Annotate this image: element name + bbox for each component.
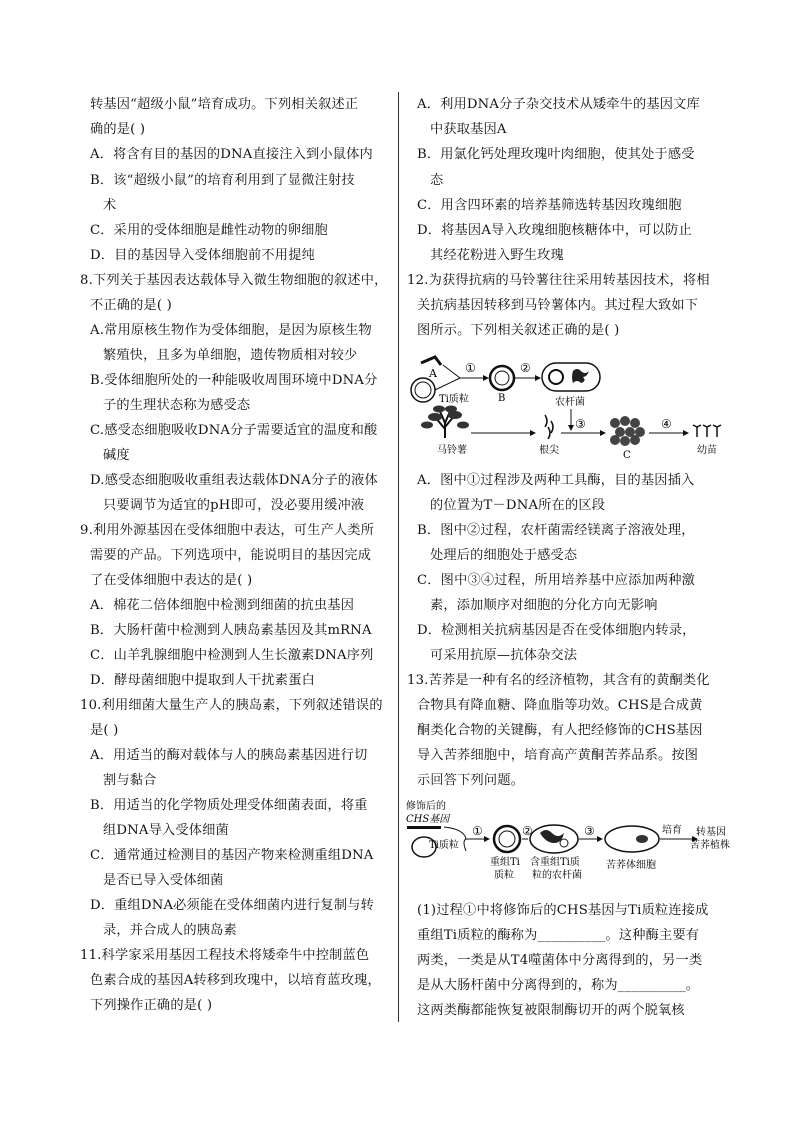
q12-option-c-cont: 素，添加顺序对细胞的分化方向无影响: [430, 598, 658, 613]
label-chs-gene: CHS基因: [406, 814, 450, 825]
q9-option-d: D．酵母菌细胞中提取到人干扰素蛋白: [90, 673, 315, 688]
q7-option-b: B．该“超级小鼠”的培育利用到了显微注射技: [90, 173, 355, 188]
q12-stem-cont: 图所示。下列相关叙述正确的是( ): [417, 323, 620, 338]
label-A: A: [429, 367, 437, 380]
q12-option-b: B．图中②过程，农杆菌需经镁离子溶液处理，: [417, 523, 695, 538]
q13-stem-cont: 酮类化合物的关键酶，有人把经修饰的CHS基因: [417, 723, 703, 738]
q13-part1-cont: 是从大肠杆菌中分离得到的，称为__________。: [417, 978, 700, 993]
step-3: ③: [584, 824, 595, 838]
step-3: ③: [575, 417, 586, 431]
q11-option-d-cont: 其经花粉进入野生玫瑰: [430, 248, 564, 263]
q12-option-a: A．图中①过程涉及两种工具酶，目的基因插入: [417, 473, 695, 488]
q8-option-a-cont: 繁殖快，且多为单细胞，遗传物质相对较少: [103, 348, 358, 363]
arrow-1-icon: [484, 836, 490, 842]
q12-option-b-cont: 处理后的细胞处于感受态: [430, 548, 578, 563]
q8-option-b-cont: 子的生理状态称为感受态: [103, 398, 251, 413]
q11-stem-cont: 色素合成的基因A转移到玫瑰中，以培育蓝玫瑰，: [90, 973, 381, 988]
root-tip-icon: [545, 415, 553, 439]
q11-option-b: B．用氯化钙处理玫瑰叶肉细胞，使其处于感受: [417, 147, 695, 162]
q10-option-d: D．重组DNA必须能在受体细菌内进行复制与转: [90, 898, 374, 913]
q7-option-a: A．将含有目的基因的DNA直接注入到小鼠体内: [90, 147, 373, 162]
q13-part1-cont: 重组Ti质粒的酶称为__________。这种酶主要有: [417, 928, 700, 943]
q11-stem-cont: 下列操作正确的是( ): [90, 998, 213, 1013]
label-agro-2: 粒的农杆菌: [532, 870, 582, 881]
q7-stem-line: 转基因“超级小鼠”培育成功。下列相关叙述正: [90, 97, 359, 112]
potato-process-diagram: [405, 343, 725, 462]
buckwheat-cell-icon: [605, 826, 659, 852]
label-transgenic-2: 苦荞植株: [690, 840, 730, 851]
label-cell: 苦荞体细胞: [606, 860, 656, 871]
q11-option-d: D．将基因A导入玫瑰细胞核糖体中，可以防止: [417, 223, 692, 238]
label-root-tip: 根尖: [539, 445, 559, 456]
q7-stem-line: 确的是( ): [90, 122, 146, 137]
q12-stem-cont: 关抗病基因转移到马铃薯体内。其过程大致如下: [417, 298, 699, 313]
label-potato: 马铃薯: [437, 445, 467, 456]
label-seedling: 幼苗: [697, 445, 717, 456]
q13-stem-cont: 示回答下列问题。: [417, 773, 525, 788]
q10-option-a-cont: 割与黏合: [103, 773, 157, 788]
potato-process-svg: [405, 343, 725, 461]
bacterial-dna-icon: [572, 369, 589, 383]
step-1: ①: [472, 824, 483, 838]
q10-stem: 10.利用细菌大量生产人的胰岛素，下列叙述错误的: [80, 698, 383, 713]
arrow-3-icon: [600, 430, 606, 436]
q11-stem: 11.科学家采用基因工程技术将矮牵牛中控制蓝色: [80, 948, 370, 963]
q10-option-c-cont: 是否已导入受体细菌: [103, 873, 224, 888]
agrobacterium-icon: [542, 363, 600, 391]
chs-process-diagram: [404, 797, 730, 896]
q8-option-c: C.感受态细胞吸收DNA分子需要适宜的温度和酸: [90, 423, 378, 438]
step-1: ①: [465, 361, 476, 375]
q13-stem-cont: 合物具有降血糖、降血脂等功效。CHS是合成黄: [417, 698, 703, 713]
arrow-down-icon: [568, 425, 574, 431]
label-modified: 修饰后的: [406, 801, 446, 812]
label-agro-1: 含重组Ti质: [530, 857, 580, 868]
step-4: ④: [661, 417, 672, 431]
q9-option-b: B．大肠杆菌中检测到人胰岛素基因及其mRNA: [90, 623, 372, 638]
arrow-1-icon: [483, 375, 489, 381]
arrow-4-icon: [683, 430, 689, 436]
label-agrobacterium: 农杆菌: [555, 397, 585, 408]
label-ti: Ti质粒: [429, 840, 459, 851]
q13-part1-cont: 两类，一类是从T4噬菌体中分离得到的，另一类: [417, 953, 703, 968]
recombinant-ti-icon: [494, 826, 520, 852]
chs-process-svg: [404, 797, 730, 892]
label-C: C: [623, 450, 631, 461]
q9-option-a: A．棉花二倍体细胞中检测到细菌的抗虫基因: [90, 598, 355, 613]
label-recombinant-1: 重组Ti: [490, 857, 520, 868]
q13-part1-cont: 这两类酶都能恢复被限制酶切开的两个脱氧核: [417, 1003, 685, 1018]
q11-option-b-cont: 态: [430, 173, 444, 188]
q7-option-b-cont: 术: [103, 198, 117, 213]
q11-option-c: C．用含四环素的培养基筛选转基因玫瑰细胞: [417, 198, 682, 213]
q10-option-b-cont: 组DNA导入受体细菌: [103, 823, 229, 838]
q7-option-c: C．采用的受体细胞是雌性动物的卵细胞: [90, 223, 328, 238]
q9-stem-cont: 需要的产品。下列选项中，能说明目的基因完成: [90, 548, 372, 563]
q8-option-b: B.受体细胞所处的一种能吸收周围环境中DNA分: [90, 373, 378, 388]
q9-stem: 9.利用外源基因在受体细胞中表达，可生产人类所: [80, 523, 375, 538]
column-divider: [398, 92, 399, 1022]
q9-stem-cont: 了在受体细胞中表达的是( ): [90, 573, 253, 588]
label-B: B: [498, 393, 506, 404]
q7-option-d: D．目的基因导入受体细胞前不用提纯: [90, 248, 315, 263]
q12-option-c: C．图中③④过程，所用培养基中应添加两种激: [417, 573, 696, 588]
q8-stem: 8.下列关于基因表达载体导入微生物细胞的叙述中，: [80, 273, 388, 288]
q12-option-d: D．检测相关抗病基因是否在受体细胞内转录，: [417, 623, 696, 638]
step-2: ②: [520, 361, 531, 375]
label-cultivate: 培育: [662, 825, 682, 836]
q10-option-c: C．通常通过检测目的基因产物来检测重组DNA: [90, 848, 374, 863]
q11-option-a: A．利用DNA分子杂交技术从矮牵牛的基因文库: [417, 97, 700, 112]
q8-option-d: D.感受态细胞吸收重组表达载体DNA分子的液体: [90, 473, 378, 488]
q10-option-a: A．用适当的酶对载体与人的胰岛素基因进行切: [90, 748, 368, 763]
q12-option-d-cont: 可采用抗原—抗体杂交法: [430, 648, 578, 663]
q13-stem-cont: 导入苦荞细胞中，培育高产黄酮苦荞品系。按图: [417, 748, 699, 763]
callus-icon: [610, 416, 645, 446]
q8-stem-cont: 不正确的是( ): [90, 298, 173, 313]
label-recombinant-2: 质粒: [494, 870, 514, 881]
label-transgenic-1: 转基因: [696, 827, 726, 838]
q13-stem: 13.苦荞是一种有名的经济植物，其含有的黄酮类化: [407, 673, 710, 688]
arrow-2-icon: [535, 375, 541, 381]
label-ti-plasmid: Ti质粒: [439, 394, 469, 405]
q12-option-a-cont: 的位置为T－DNA所在的区段: [430, 498, 606, 513]
q10-option-d-cont: 录，并合成人的胰岛素: [103, 923, 237, 938]
arrow-3-icon: [597, 836, 603, 842]
q8-option-d-cont: 只要调节为适宜的pH即可，没必要用缓冲液: [103, 498, 365, 513]
q13-part1: (1)过程①中将修饰后的CHS基因与Ti质粒连接成: [417, 903, 709, 918]
gene-fragment-icon: [421, 357, 441, 365]
arrow-potato-icon: [530, 430, 536, 436]
recombinant-plasmid-icon: [490, 366, 514, 390]
seedling-icon: [693, 425, 721, 437]
q10-option-b: B．用适当的化学物质处理受体细菌表面，将重: [90, 798, 368, 813]
q10-stem-cont: 是( ): [90, 723, 119, 738]
step-2: ②: [522, 824, 533, 838]
chs-gene-bar-icon: [407, 826, 441, 829]
q8-option-c-cont: 碱度: [103, 448, 130, 463]
q9-option-c: C．山羊乳腺细胞中检测到人生长激素DNA序列: [90, 648, 374, 663]
q8-option-a: A.常用原核生物作为受体细胞，是因为原核生物: [90, 323, 372, 338]
q11-option-a-cont: 中获取基因A: [430, 122, 507, 137]
q12-stem: 12.为获得抗病的马铃薯往往采用转基因技术，将相: [407, 273, 710, 288]
